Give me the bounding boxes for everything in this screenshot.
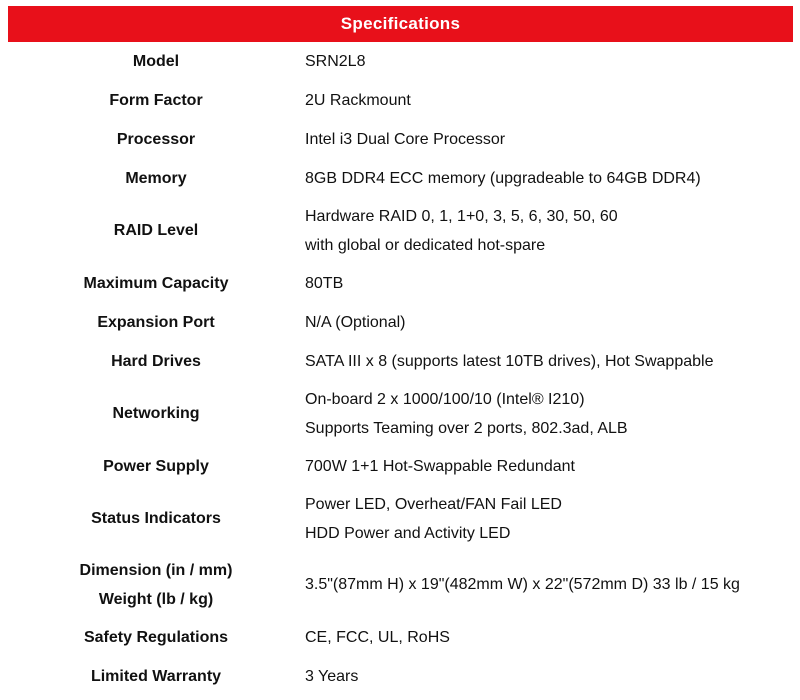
row-processor — [8, 120, 793, 159]
row-value: SRN2L8 — [305, 52, 366, 70]
row-label: Form Factor — [109, 91, 203, 109]
row-value: 80TB — [305, 274, 344, 292]
row-label: RAID Level — [113, 222, 199, 239]
row-label: Expansion Port — [97, 313, 215, 331]
table-header — [8, 6, 793, 42]
row-raid-level — [8, 198, 793, 264]
row-form-factor — [8, 81, 793, 120]
row-expansion-port — [8, 303, 793, 342]
row-value: CE, FCC, UL, RoHS — [305, 628, 450, 646]
row-memory — [8, 159, 793, 198]
row-value: Power LED, Overheat/FAN Fail LED HDD Power and Activity LED — [305, 495, 562, 542]
row-label: Dimension (in / mm) Weight (lb / kg) — [79, 561, 233, 608]
row-value: On-board 2 x 1000/100/10 (Intel® I210) Supports Teaming over 2 ports, 802.3ad, ALB — [305, 390, 628, 437]
row-label: Status Indicators — [91, 510, 221, 527]
row-label: Hard Drives — [111, 352, 201, 370]
row-label: Power Supply — [103, 457, 209, 475]
row-value: Hardware RAID 0, 1, 1+0, 3, 5, 6, 30, 50, 60 with global or dedicated hot-spare — [305, 207, 618, 254]
row-power-supply — [8, 447, 793, 486]
header-title: Specifications — [340, 14, 461, 33]
row-status-indicators — [8, 486, 793, 552]
row-limited-warranty — [8, 657, 793, 696]
row-model — [8, 42, 793, 81]
row-value: 8GB DDR4 ECC memory (upgradeable to 64GB DDR4) — [305, 169, 701, 187]
row-label: Memory — [125, 169, 187, 187]
row-label: Maximum Capacity — [83, 274, 229, 292]
row-value: 2U Rackmount — [305, 91, 411, 109]
row-label: Networking — [112, 405, 200, 422]
row-value: 3 Years — [305, 667, 359, 685]
row-value: 3.5"(87mm H) x 19"(482mm W) x 22"(572mm D) 33 lb / 15 kg — [305, 576, 740, 593]
row-safety-regulations — [8, 618, 793, 657]
row-label: Safety Regulations — [83, 628, 229, 646]
specifications-table — [8, 6, 793, 696]
row-hard-drives — [8, 342, 793, 381]
row-value: SATA III x 8 (supports latest 10TB drives), Hot Swappable — [305, 352, 714, 370]
row-label: Model — [132, 52, 180, 70]
row-value: 700W 1+1 Hot-Swappable Redundant — [305, 457, 575, 475]
row-label: Processor — [116, 130, 196, 148]
row-dimension-weight — [8, 552, 793, 618]
row-networking — [8, 381, 793, 447]
row-value: Intel i3 Dual Core Processor — [305, 130, 506, 148]
row-value: N/A (Optional) — [305, 313, 406, 331]
row-maximum-capacity — [8, 264, 793, 303]
row-label: Limited Warranty — [90, 667, 222, 685]
